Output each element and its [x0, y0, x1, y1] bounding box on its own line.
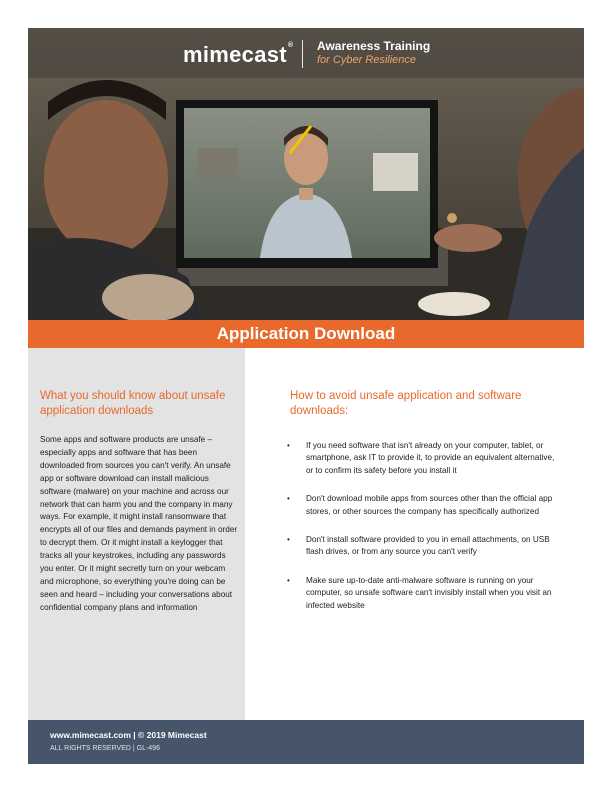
bullet-icon: • [287, 494, 290, 504]
brand-header [28, 28, 584, 78]
right-heading: How to avoid unsafe application and software downloads: [290, 390, 522, 417]
footer-rights: ALL RIGHTS RESERVED | GL-496 [50, 745, 160, 752]
tip-item [287, 534, 557, 559]
tip-text: Make sure up-to-date anti-malware software is running on your computer, so unsafe software can't invisibly install when you visit an infected website [306, 575, 552, 610]
tip-item [287, 575, 557, 612]
document-title [28, 320, 584, 348]
tip-text: Don't install software provided to you in email attachments, on USB flash drives, or from any source you can't verify [306, 535, 550, 557]
bullet-icon: • [287, 535, 290, 545]
bullet-icon: • [287, 441, 290, 450]
left-heading: What you should know about unsafe application downloads [40, 390, 226, 417]
brand-divider [302, 40, 303, 68]
tagline-cyber-resilience: for Cyber Resilience [317, 54, 417, 66]
tip-item [287, 493, 557, 518]
tip-text: If you need software that isn't already on your computer, tablet, or smartphone, ask IT to provide it, to provide an equivalent alternative, or to confirm its safety before you install it [306, 441, 555, 475]
mimecast-logo [183, 42, 293, 68]
footer-website-copyright: www.mimecast.com | © 2019 Mimecast [50, 730, 207, 740]
bullet-icon: • [287, 575, 290, 585]
tips-list [287, 440, 557, 612]
tagline-awareness-training: Awareness Training [317, 39, 431, 53]
logo-text: mimecast [183, 42, 287, 67]
tip-item [287, 440, 557, 477]
hero-photo [28, 28, 584, 320]
document-title-text: Application Download [216, 324, 396, 343]
footer-bar [28, 720, 584, 764]
registered-mark: ® [287, 42, 294, 49]
left-body-text: Some apps and software products are unsafe – especially apps and software that has been downloaded from sources you can't verify. An unsafe app or software download can install malicious software (malware) on your machine and across our network that can harm you and the company in many ways. For example, it might install ransomware that encrypts all of our files and demands payment in order to decrypt them. Or it might install a keylogger that tracks all your keystrokes, including any passwords you enter. Or it might secretly turn on your webcam and microphone, so everything you're doing can be seen and heard – including your conversations about confidential company plans and information [40, 435, 238, 612]
tip-text: Don't download mobile apps from sources other than the official app stores, or other sources the company has specifically authorized [306, 494, 553, 516]
